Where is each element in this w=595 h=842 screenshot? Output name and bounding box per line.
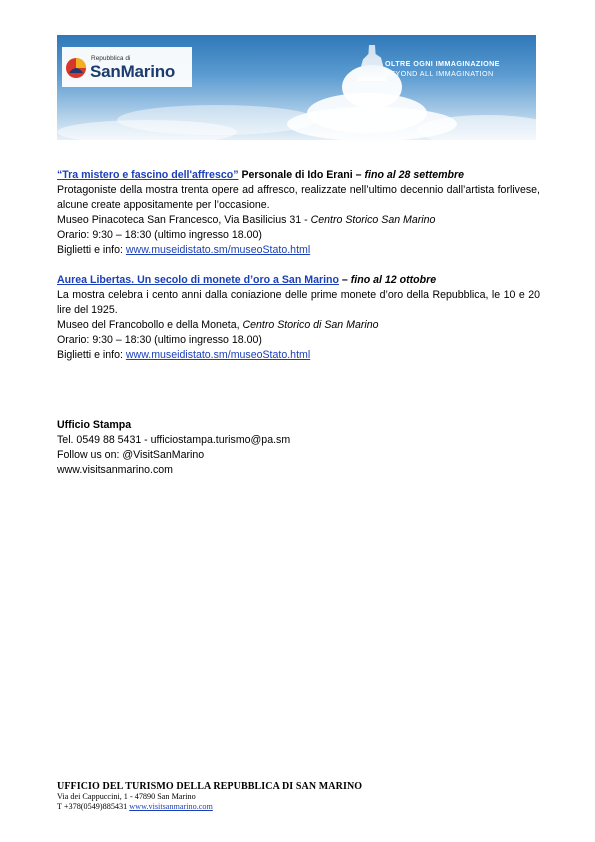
footer-phone: T +378(0549)885431 xyxy=(57,802,130,811)
footer-website-link[interactable]: www.visitsanmarino.com xyxy=(129,802,213,811)
tagline-english: BEYOND ALL IMMAGINATION xyxy=(385,69,494,78)
event-1-venue xyxy=(57,213,540,228)
event-1-until: fino al 28 settembre xyxy=(361,169,465,181)
event-1-description: Protagoniste della mostra trenta opere ad affresco, realizzate nell’ultimo decennio dall’artista forlivese, alcune create appositamente per l’occasione. xyxy=(57,184,540,211)
event-2-tickets-label: Biglietti e info: xyxy=(57,349,126,361)
press-office-social: Follow us on: @VisitSanMarino xyxy=(57,449,205,461)
event-1-title-link[interactable]: “Tra mistero e fascino dell'affresco” xyxy=(57,169,239,181)
event-2-tickets-link[interactable]: www.museidistato.sm/museoStato.html xyxy=(125,349,311,361)
event-2-heading xyxy=(57,273,540,288)
event-2-description: La mostra celebra i cento anni dalla coniazione delle prime monete d’oro della Repubblica, le 10 e 20 lire del 1925. xyxy=(57,289,540,316)
event-2-dash: – xyxy=(338,274,351,286)
logo-subtitle: Repubblica di xyxy=(91,55,131,62)
press-office xyxy=(57,418,290,478)
event-1-tickets-label: Biglietti e info: xyxy=(57,244,126,256)
event-1-artist: Personale di Ido Erani xyxy=(238,169,353,181)
event-2-title-link[interactable]: Aurea Libertas. Un secolo di monete d’oro a San Marino xyxy=(57,274,339,286)
event-1-hours: Orario: 9:30 – 18:30 (ultimo ingresso 18.00) xyxy=(57,229,262,241)
event-2-until: fino al 12 ottobre xyxy=(350,274,437,286)
event-1-tickets-link[interactable]: www.museidistato.sm/museoStato.html xyxy=(125,244,311,256)
event-2-venue-area: Centro Storico di San Marino xyxy=(242,319,379,331)
event-1-tickets xyxy=(57,243,540,258)
event-2-tickets xyxy=(57,348,540,363)
header-banner xyxy=(57,35,536,140)
fortress-silhouette xyxy=(357,45,387,81)
cloud-shape xyxy=(117,105,317,135)
event-1-dash: – xyxy=(352,169,362,181)
footer-title: UFFICIO DEL TURISMO DELLA REPUBBLICA DI SAN MARINO xyxy=(57,781,363,792)
event-1 xyxy=(57,168,540,258)
footer-address: Via dei Cappuccini, 1 - 47890 San Marino xyxy=(57,792,196,801)
event-2-venue-name: Museo del Francobollo e della Moneta, xyxy=(57,319,243,331)
event-1-venue-name: Museo Pinacoteca San Francesco, Via Basilicius 31 - xyxy=(57,214,311,226)
san-marino-logo-icon xyxy=(65,57,87,79)
press-office-website: www.visitsanmarino.com xyxy=(57,464,173,476)
press-office-title: Ufficio Stampa xyxy=(57,419,132,431)
events-section xyxy=(57,168,540,363)
event-1-heading xyxy=(57,168,540,183)
footer-contact xyxy=(57,802,362,812)
press-office-contact: Tel. 0549 88 5431 - ufficiostampa.turismo@pa.sm xyxy=(57,434,291,446)
event-1-venue-area: Centro Storico San Marino xyxy=(310,214,436,226)
tagline-italian: OLTRE OGNI IMMAGINAZIONE xyxy=(385,59,500,68)
logo-wordmark: SanMarino xyxy=(90,62,176,81)
event-2 xyxy=(57,273,540,363)
event-2-venue xyxy=(57,318,540,333)
footer xyxy=(57,781,362,812)
event-2-hours: Orario: 9:30 – 18:30 (ultimo ingresso 18.00) xyxy=(57,334,262,346)
